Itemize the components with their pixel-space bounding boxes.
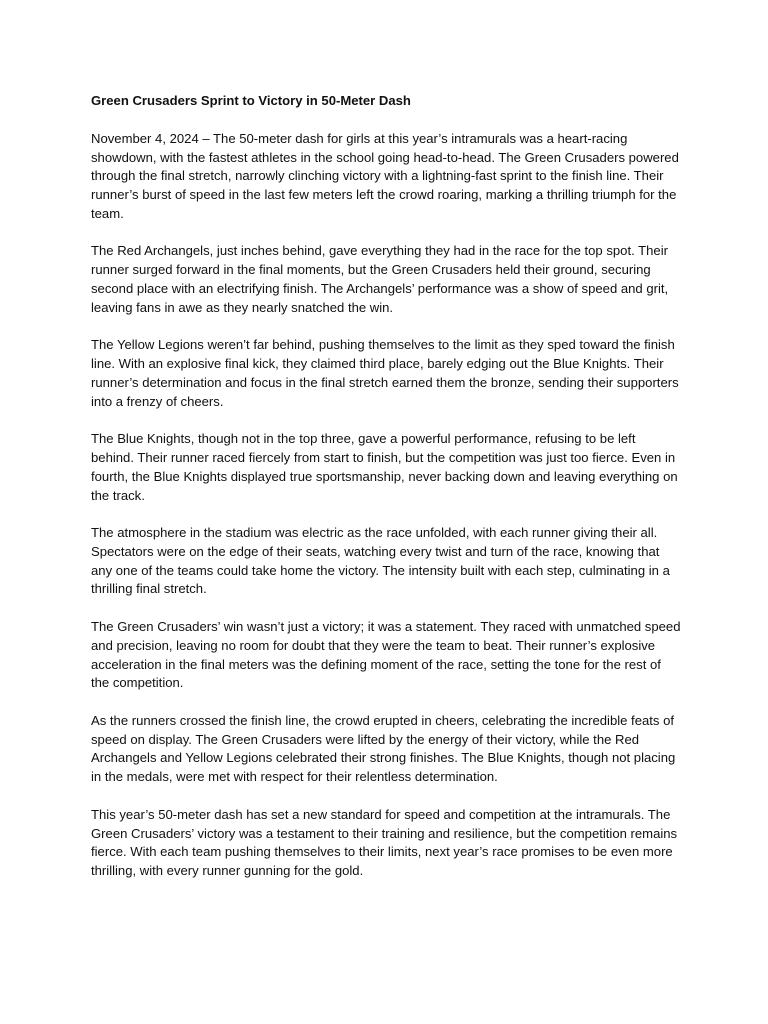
paragraph-4: The Blue Knights, though not in the top three, gave a powerful performance, refusing to be left behind. Their runner raced fiercely from start to finish, but the competition was just too fierce. Even in fourth, the Blue Knights displayed true sportsmanship, never backing down and leaving everything on the track. <box>91 431 678 503</box>
paragraph-5: The atmosphere in the stadium was electric as the race unfolded, with each runner giving their all. Spectators were on the edge of their seats, watching every twist and turn of the race, knowing that any one of the teams could take home the victory. The intensity built with each step, culminating in a thrilling final stretch. <box>91 525 670 597</box>
paragraph-6: The Green Crusaders’ win wasn’t just a victory; it was a statement. They raced with unmatched speed and precision, leaving no room for doubt that they were the team to beat. Their runner’s explosive acceleration in the final meters was the defining moment of the race, setting the tone for the rest of the competition. <box>91 618 681 691</box>
paragraph-8: This year’s 50-meter dash has set a new standard for speed and competition at the intramurals. The Green Crusaders’ victory was a testament to their training and resilience, but the competition remains fierce. With each team pushing themselves to their limits, next year’s race promises to be even more thrilling, with every runner gunning for the gold. <box>91 806 678 879</box>
paragraph-3: The Yellow Legions weren’t far behind, pushing themselves to the limit as they sped toward the finish line. With an explosive final kick, they claimed third place, barely edging out the Blue Knights. Their runner’s determination and focus in the final stretch earned them the bronze, sending their supporters into a frenzy of cheers. <box>91 337 679 409</box>
article-body <box>91 92 681 900</box>
paragraph-2: The Red Archangels, just inches behind, gave everything they had in the race for the top spot. Their runner surged forward in the final moments, but the Green Crusaders held their ground, securing second place with an electrifying finish. The Archangels’ performance was a show of speed and grit, leaving fans in awe as they nearly snatched the win. <box>91 243 669 315</box>
paragraph-7: As the runners crossed the finish line, the crowd erupted in cheers, celebrating the incredible feats of speed on display. The Green Crusaders were lifted by the energy of their victory, while the Red Archangels and Yellow Legions celebrated their strong finishes. The Blue Knights, though not placing in the medals, were met with respect for their relentless determination. <box>91 712 676 785</box>
article-title: Green Crusaders Sprint to Victory in 50-Meter Dash <box>91 93 411 108</box>
paragraph-1: November 4, 2024 – The 50-meter dash for girls at this year’s intramurals was a heart-racing showdown, with the fastest athletes in the school going head-to-head. The Green Crusaders powered through the final stretch, narrowly clinching victory with a lightning-fast sprint to the finish line. Their runner’s burst of speed in the last few meters left the crowd roaring, marking a thrilling triumph for the team. <box>91 130 679 221</box>
